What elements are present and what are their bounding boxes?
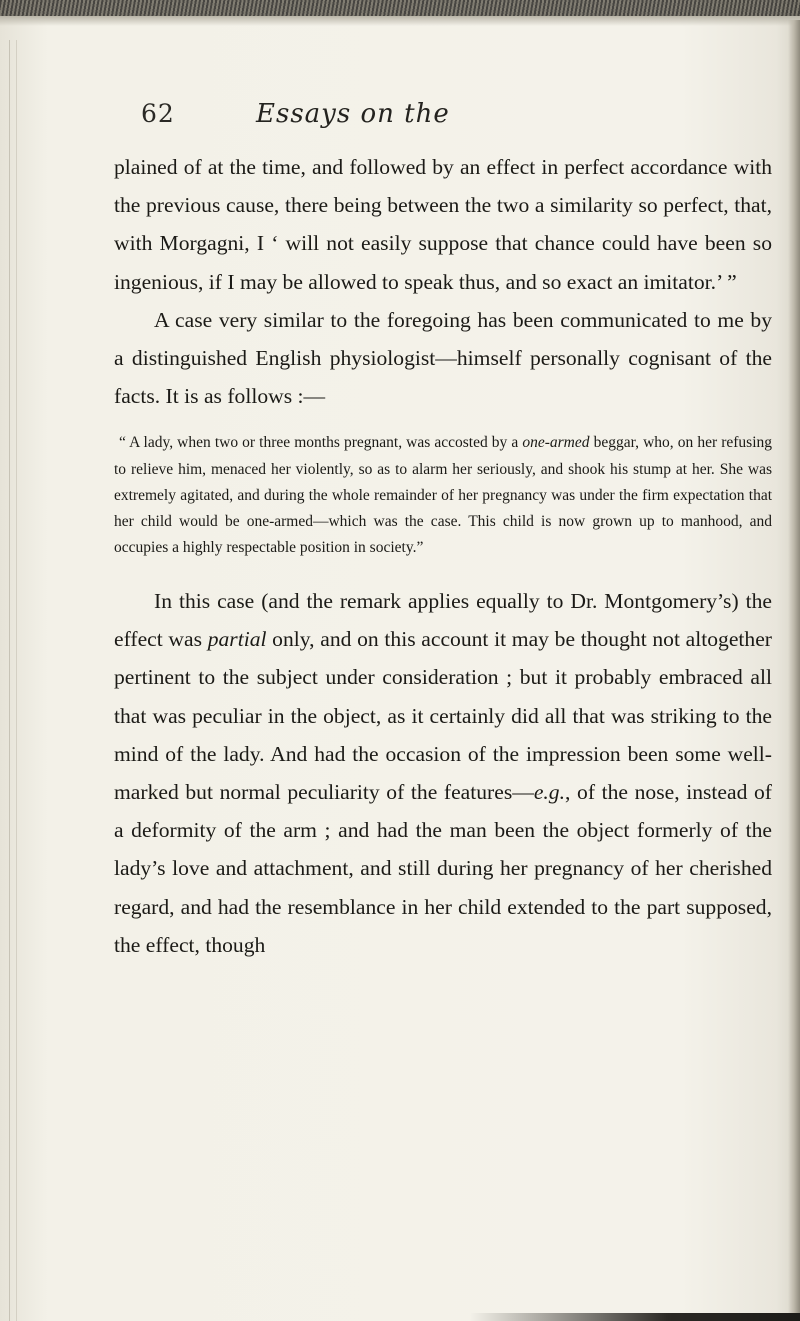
running-head: Essays on the bbox=[256, 99, 450, 129]
page-left-edge-line-inner bbox=[16, 40, 17, 1321]
paragraph-discussion bbox=[114, 582, 772, 964]
page-top-edge-shadow bbox=[0, 0, 800, 16]
quote-emphasis: one-armed bbox=[522, 434, 590, 452]
paragraph-continued: plained of at the time, and followed by an effect in perfect accordance with the previous cause, there being between the two a similarity so perfect, that, with Morgagni, I ‘ will not easily suppose that chance could have been so ingenious, if I may be allowed to speak thus, and so exact an imitator.’ ” bbox=[114, 155, 772, 294]
discussion-emphasis-eg: e.g. bbox=[533, 779, 566, 804]
discussion-text-2: only, and on this account it may be thought not altogether pertinent to the subject under consideration ; but it probably embraced all that was peculiar in the object, as it certainly did all that was striking to the mind of the lady. And had the occasion of the impression been some well-marked but normal peculiarity of the features— bbox=[114, 627, 772, 804]
discussion-text-1: In this case (and the remark applies equally to Dr. Montgomery’s) the effect was bbox=[114, 588, 772, 652]
paragraph-case-intro: A case very similar to the foregoing has been communicated to me by a distinguished English physiologist—himself personally cognisant of the facts. It is as follows :— bbox=[114, 307, 772, 409]
page-number: 62 bbox=[141, 99, 175, 128]
discussion-emphasis-partial: partial bbox=[207, 627, 267, 652]
page-left-edge-line bbox=[9, 40, 10, 1321]
page-right-edge-shadow bbox=[788, 20, 800, 1321]
quote-text-end: beggar, who, on her refusing to relieve him, menaced her violently, so as to alarm her seriously, and shook his stump at her. She was extremely agitated, and during the whole remainder of her pregnancy was under the firm expectation that her child would be one-armed—which was the case. This child is now grown up to manhood, and occupies a highly respectable position in society.” bbox=[114, 434, 773, 556]
body-text bbox=[114, 148, 772, 964]
page-bottom-edge-shadow bbox=[470, 1313, 800, 1321]
discussion-text-3: , of the nose, instead of a deformity of the arm ; and had the man been the object formerly of the lady’s love and attachment, and still during her pregnancy of her cherished regard, and had the resemblance in her child extended to the part supposed, the effect, though bbox=[114, 779, 772, 957]
page-top-edge-fade bbox=[0, 16, 800, 26]
page-header bbox=[141, 99, 771, 139]
quote-text-start: “ A lady, when two or three months pregnant, was accosted by a bbox=[119, 434, 523, 452]
block-quote bbox=[114, 430, 772, 560]
